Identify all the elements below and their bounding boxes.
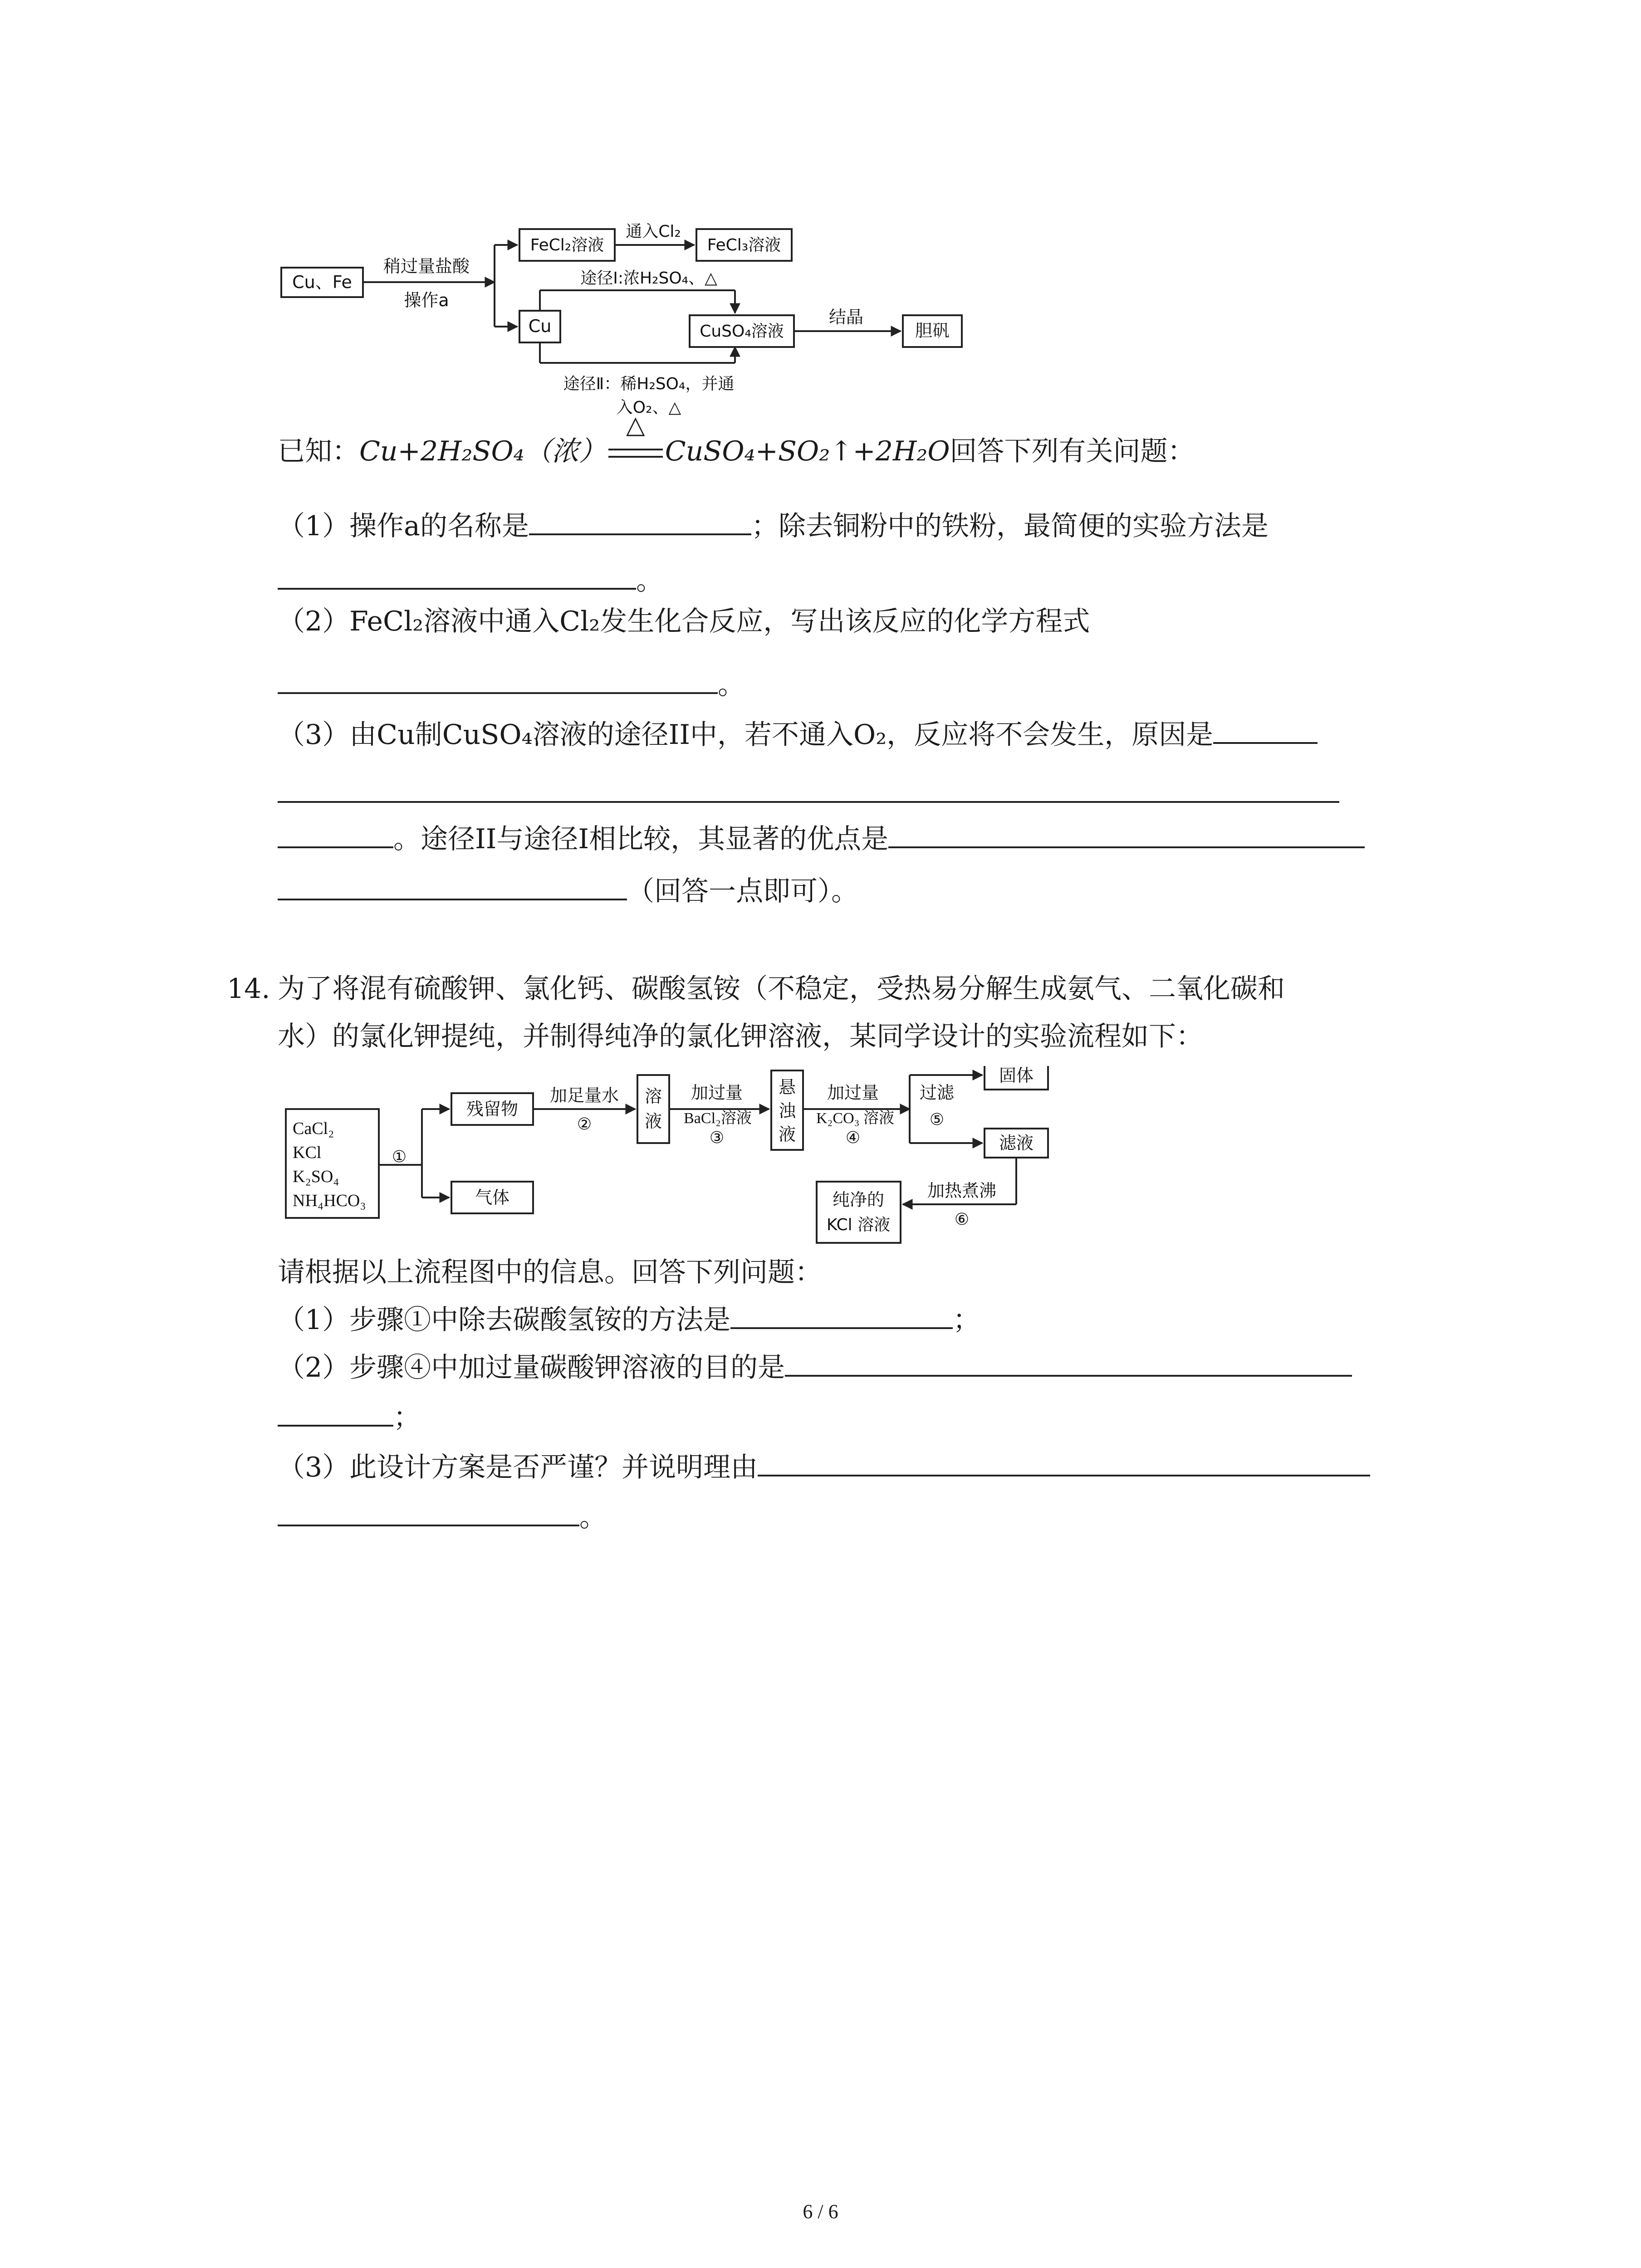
route2-label-line2: 入O₂、△ bbox=[616, 398, 681, 417]
q14-part2 bbox=[278, 1349, 1352, 1386]
solution-char1: 溶 bbox=[644, 1086, 662, 1106]
q14-part3-answer bbox=[278, 1499, 607, 1535]
q14-part1-text: （1）步骤①中除去碳酸氢铵的方法是 bbox=[278, 1304, 731, 1336]
q13-part2-answer bbox=[278, 667, 745, 703]
double-line bbox=[608, 449, 663, 458]
cu-label: Cu bbox=[528, 316, 552, 336]
reagent-k2so4: K₂SO₄ bbox=[293, 1167, 339, 1186]
answer-blank[interactable] bbox=[785, 1349, 1352, 1377]
q13-part3-answer-line bbox=[278, 776, 1339, 812]
pass-cl2-label: 通入Cl₂ bbox=[626, 222, 681, 241]
add-bacl2-label-top: 加过量 bbox=[691, 1083, 743, 1103]
known-suffix: 回答下列有关问题： bbox=[950, 435, 1195, 467]
fecl3-label: FeCl₃溶液 bbox=[707, 236, 781, 254]
answer-blank[interactable] bbox=[278, 821, 393, 848]
cuso4-label: CuSO₄溶液 bbox=[700, 322, 784, 341]
solution-char2: 液 bbox=[644, 1111, 662, 1131]
reagent-nh4hco3: NH₄HCO₃ bbox=[293, 1191, 366, 1210]
gas-label: 气体 bbox=[475, 1188, 510, 1207]
q14-part1 bbox=[278, 1302, 980, 1338]
answer-blank[interactable] bbox=[730, 1302, 953, 1329]
q13-part2-text: （2）FeCl₂溶液中通入Cl₂发生化合反应，写出该反应的化学方程式 bbox=[278, 606, 1090, 637]
q14-part1-end: ； bbox=[953, 1304, 980, 1336]
add-k2co3-label-bottom: K₂CO₃ 溶液 bbox=[816, 1110, 894, 1127]
answer-blank[interactable] bbox=[1213, 717, 1318, 744]
q13-part3-text-a: （3）由Cu制CuSO₄溶液的途径II中，若不通入O₂，反应将不会发生，原因是 bbox=[278, 719, 1214, 751]
kcl-purification-flowchart bbox=[281, 1066, 1098, 1256]
q14-part3-end: 。 bbox=[579, 1501, 607, 1533]
answer-blank[interactable] bbox=[758, 1449, 1370, 1476]
answer-blank[interactable] bbox=[278, 562, 636, 590]
answer-blank[interactable] bbox=[278, 1399, 393, 1427]
q13-part3-end: （回答一点即可）。 bbox=[627, 875, 858, 907]
alum-label: 胆矾 bbox=[915, 321, 950, 341]
q14-stem-line2: 水）的氯化钾提纯，并制得纯净的氯化钾溶液，某同学设计的实验流程如下： bbox=[278, 1021, 1203, 1052]
step1-label: ① bbox=[392, 1148, 407, 1166]
operation-a-label: 操作a bbox=[404, 290, 449, 310]
reagent-cacl2: CaCl₂ bbox=[293, 1119, 334, 1138]
q13-part1-answer bbox=[278, 562, 663, 599]
solution-box bbox=[637, 1075, 669, 1143]
add-k2co3-label-top: 加过量 bbox=[827, 1083, 879, 1103]
step3-label: ③ bbox=[709, 1129, 725, 1147]
solid-label: 固体 bbox=[999, 1066, 1034, 1085]
route2-label-line1: 途径Ⅱ：稀H₂SO₄，并通 bbox=[563, 375, 735, 393]
suspension-char3: 液 bbox=[778, 1124, 796, 1144]
equation-right: CuSO₄+SO₂↑+2H₂O bbox=[665, 435, 950, 467]
hcl-label: 稍过量盐酸 bbox=[383, 256, 470, 276]
q14-part2-answer bbox=[278, 1399, 421, 1436]
q13-part1-text-b: ；除去铜粉中的铁粉，最简便的实验方法是 bbox=[751, 510, 1269, 542]
page-number: 6 / 6 bbox=[803, 2200, 838, 2223]
q13-part1 bbox=[278, 508, 1269, 544]
filter-label: 过滤 bbox=[919, 1083, 955, 1103]
heating-condition bbox=[606, 411, 665, 469]
equation-left: Cu+2H₂SO₄（浓） bbox=[359, 435, 606, 467]
known-equation bbox=[278, 411, 1195, 469]
answer-blank[interactable] bbox=[278, 1499, 579, 1526]
q13-part3-end-line bbox=[278, 873, 858, 909]
answer-blank[interactable] bbox=[278, 873, 627, 900]
q13-part1-text-a: （1）操作a的名称是 bbox=[278, 510, 529, 542]
q13-part3-compare bbox=[278, 821, 1365, 857]
q14-part2-end: ； bbox=[393, 1402, 421, 1433]
q13-part1-end: 。 bbox=[636, 565, 663, 596]
q14-number: 14. bbox=[227, 973, 270, 1005]
q14-part3-text: （3）此设计方案是否严谨？并说明理由 bbox=[278, 1452, 758, 1483]
fecl2-label: FeCl₂溶液 bbox=[530, 236, 604, 254]
step2-label: ② bbox=[577, 1115, 592, 1134]
cu-fe-label: Cu、Fe bbox=[292, 272, 352, 292]
q14-intro: 请根据以上流程图中的信息。回答下列问题： bbox=[278, 1256, 822, 1288]
q13-part3-text-b: 。途径II与途径I相比较，其显著的优点是 bbox=[393, 823, 889, 855]
q13-part3 bbox=[278, 717, 1318, 753]
pure-kcl-label-bottom: KCl 溶液 bbox=[826, 1216, 891, 1234]
reagent-kcl: KCl bbox=[293, 1143, 322, 1162]
q13-part2 bbox=[278, 603, 1090, 640]
heat-boil-label: 加热煮沸 bbox=[927, 1181, 997, 1201]
step5-label: ⑤ bbox=[929, 1110, 945, 1129]
filtrate-label: 滤液 bbox=[999, 1133, 1034, 1153]
q14-part2-text: （2）步骤④中加过量碳酸钾溶液的目的是 bbox=[278, 1352, 785, 1383]
crystallize-label: 结晶 bbox=[828, 307, 864, 327]
answer-blank[interactable] bbox=[278, 667, 718, 694]
add-bacl2-label-bottom: BaCl₂溶液 bbox=[684, 1110, 752, 1127]
answer-blank[interactable] bbox=[529, 508, 751, 535]
q13-part2-end: 。 bbox=[718, 669, 745, 701]
add-water-label: 加足量水 bbox=[549, 1085, 619, 1105]
residue-label: 残留物 bbox=[466, 1099, 519, 1119]
route1-label: 途径Ⅰ:浓H₂SO₄、△ bbox=[580, 269, 717, 288]
step6-label: ⑥ bbox=[954, 1210, 970, 1229]
step4-label: ④ bbox=[845, 1129, 861, 1147]
q14-stem-line1: 为了将混有硫酸钾、氯化钙、碳酸氢铵（不稳定，受热易分解生成氨气、二氧化碳和 bbox=[278, 973, 1285, 1005]
pure-kcl-label-top: 纯净的 bbox=[832, 1190, 885, 1210]
suspension-char1: 悬 bbox=[778, 1077, 796, 1097]
triangle-icon: △ bbox=[626, 411, 645, 439]
known-prefix: 已知： bbox=[278, 435, 359, 467]
suspension-char2: 浊 bbox=[778, 1101, 796, 1121]
answer-blank[interactable] bbox=[888, 821, 1365, 848]
copper-process-flowchart bbox=[272, 218, 980, 431]
q14-part3 bbox=[278, 1449, 1370, 1486]
answer-blank[interactable] bbox=[278, 776, 1339, 803]
